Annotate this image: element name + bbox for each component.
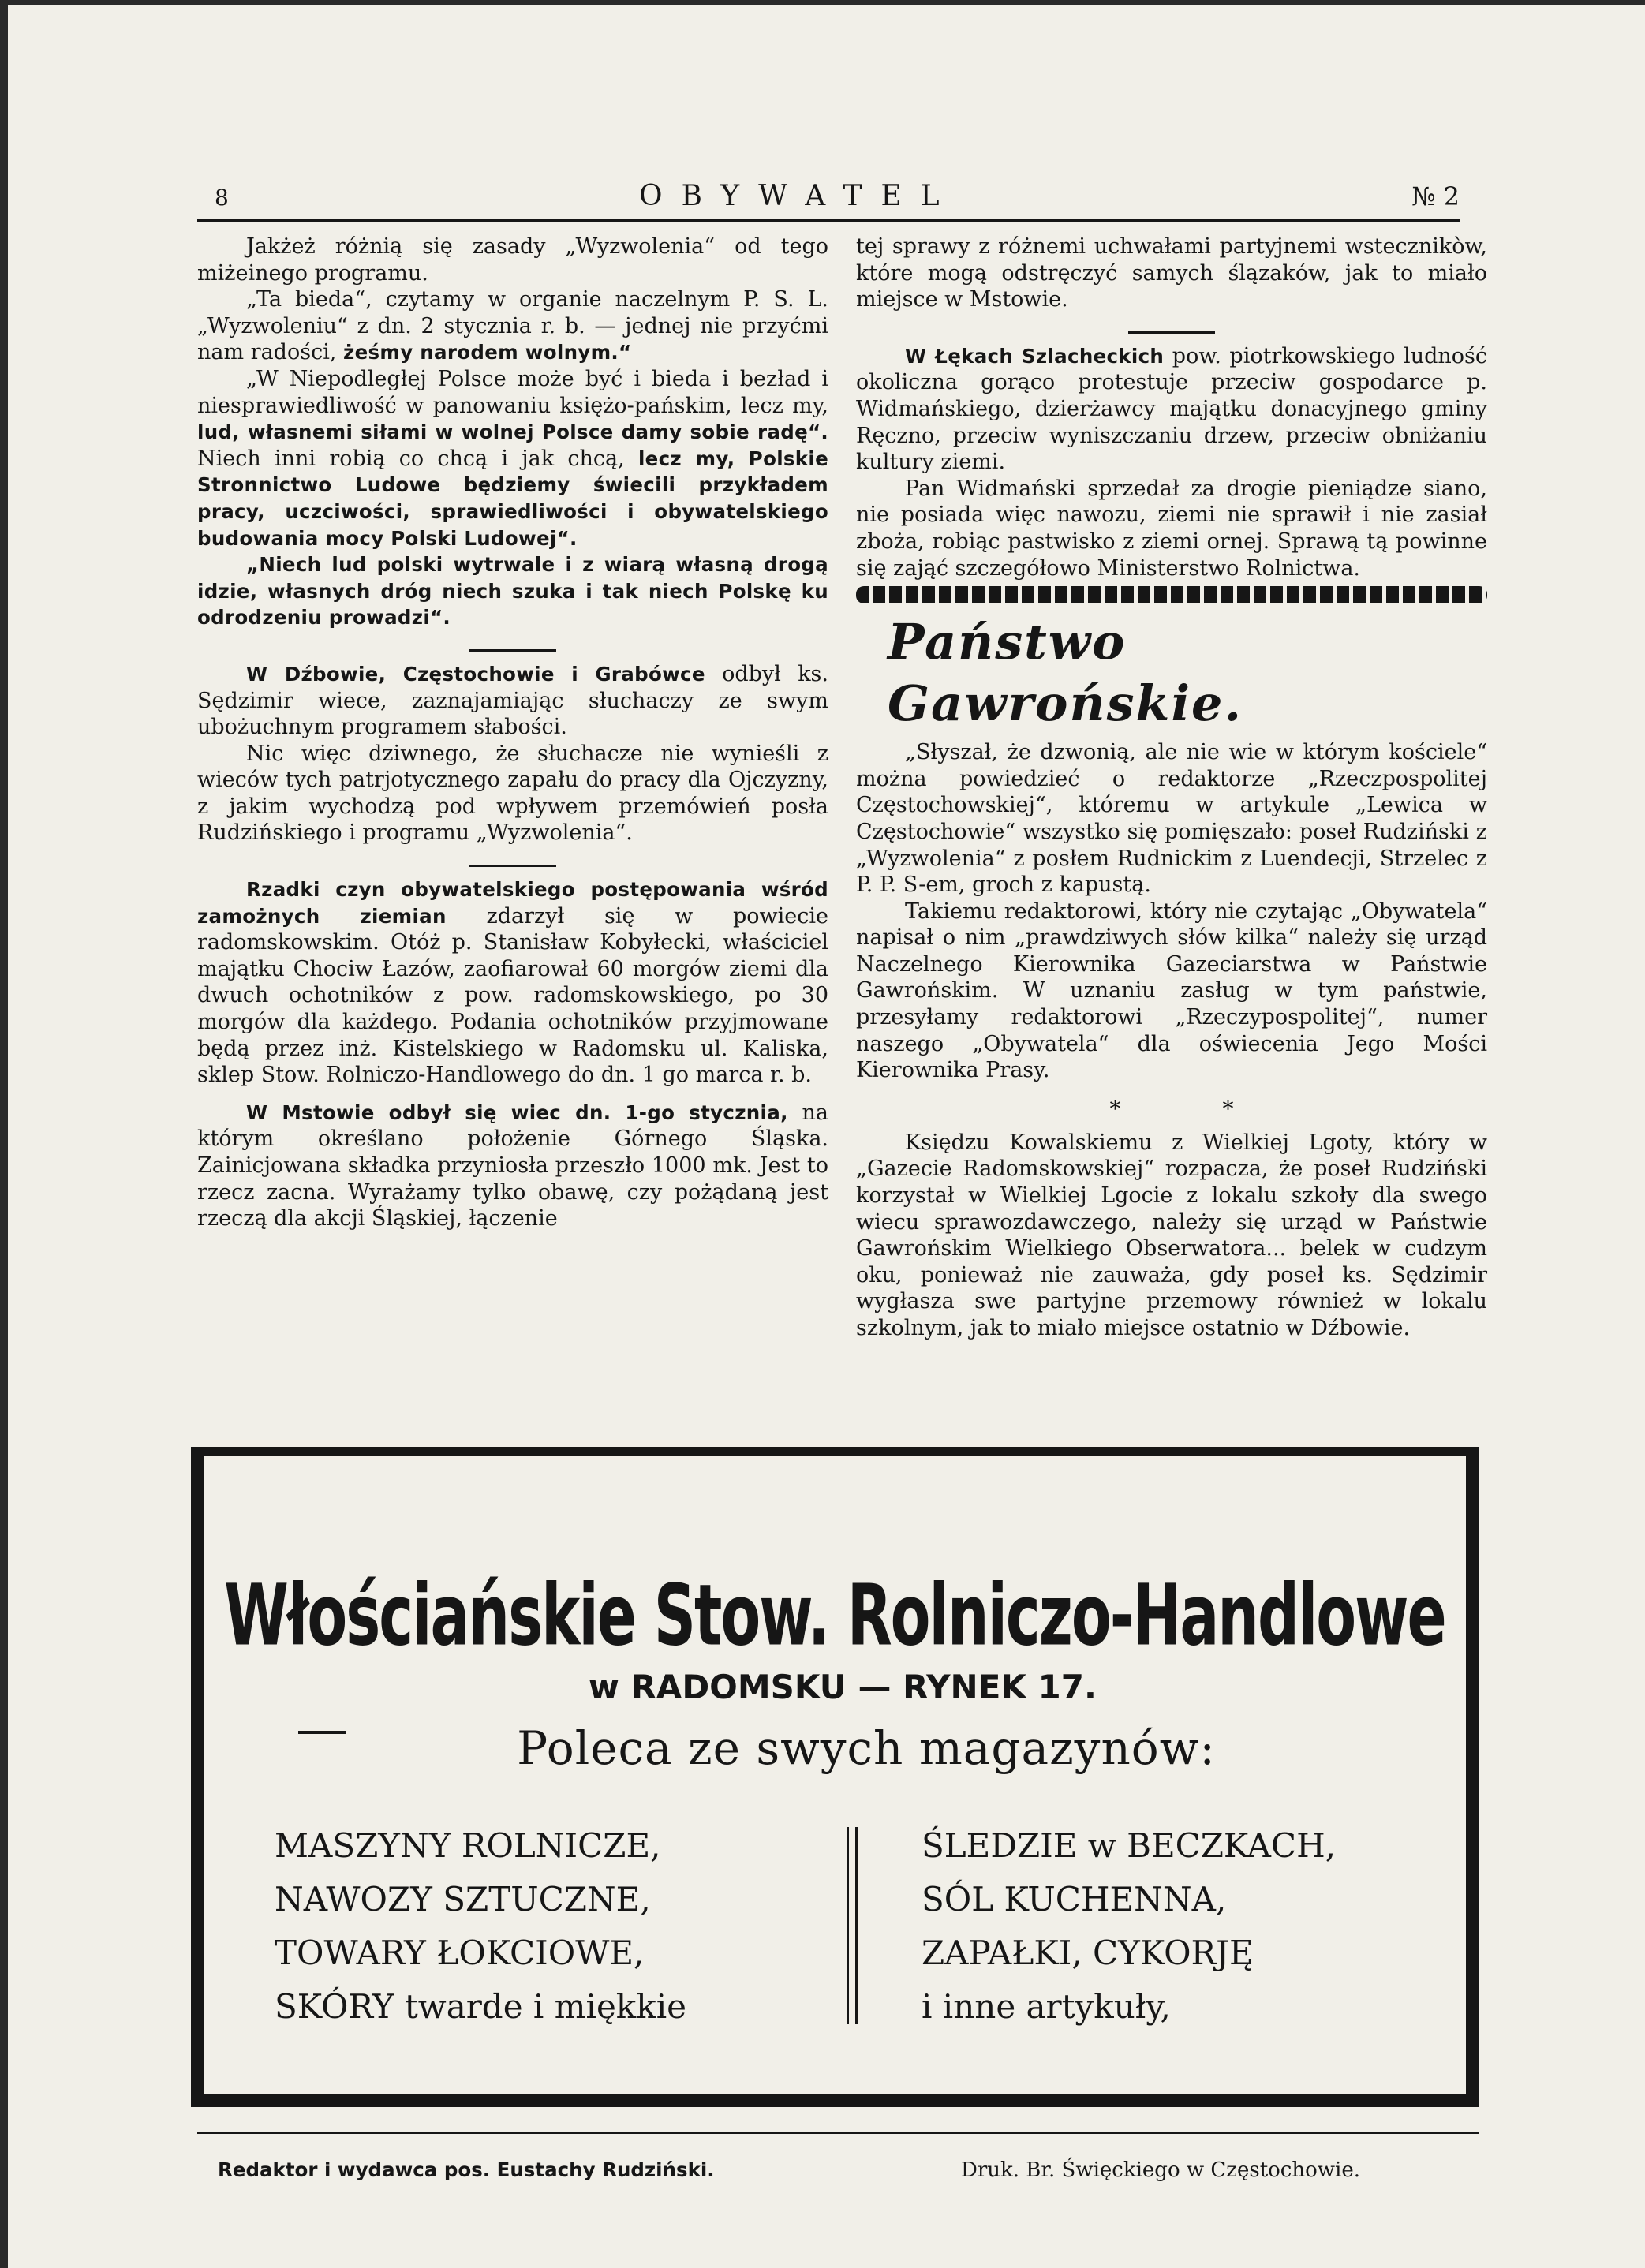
page-header [197, 172, 1460, 219]
article-paragraph: Jakżeż różnią się zasady „Wyzwolenia“ od tego miżeinego programu. [197, 234, 828, 286]
left-column [197, 234, 828, 1232]
editor-credit: Redaktor i wydawca pos. Eustachy Rudziński. [218, 2158, 715, 2181]
section-separator [856, 319, 1487, 335]
bold-phrase: W Mstowie odbył się wiec dn. 1-go stycznia, [246, 1100, 788, 1124]
article-paragraph: Pan Widmański sprzedał za drogie pieniądze siano, nie posiada więc nawozu, ziemi nie sprawił i nie zasiał zboża, robiąc pastwisko z ziemi ornej. Sprawą tą powinne się zająć szczegółowo Ministerstwo Rolnictwa. [856, 476, 1487, 581]
page-number: 8 [215, 185, 229, 211]
article-paragraph: Nic więc dziwnego, że słuchacze nie wynieśli z wieców tych patrjotycznego zapału do pracy dla Ojczyzny, z jakim wychodzą pod wpływem przemówień posła Rudzińskiego i programu „Wyzwolenia“. [197, 741, 828, 846]
ad-product-item: TOWARY ŁOKCIOWE, [275, 1934, 645, 1972]
article-paragraph: „Słyszał, że dzwonią, ale nie wie w którym kościele“ można powiedzieć o redaktorze „Rzeczpospolitej Częstochowskiej“, któremu w artykule „Lewica w Częstochowie“ wszystko się pomięszało: poseł Rudziński z „Wyzwolenia“ z posłem Rudnickim z Luendecji, Strzelec z P. P. S-em, groch z kapustą. [856, 740, 1487, 898]
ornamental-rule [856, 586, 1487, 603]
article-paragraph [197, 876, 828, 1089]
ad-product-item: SKÓRY twarde i miękkie [275, 1987, 686, 2026]
article-paragraph: tej sprawy z różnemi uchwałami partyjnemi wstecznikòw, które mogą odstręczyć samych ślązaków, jak to miało miejsce w Mstowie. [856, 234, 1487, 312]
bold-phrase: Rzadki czyn obywatelskiego postępowania wśród zamożnych ziemian [197, 878, 828, 928]
bold-phrase: lecz my, Polskie Stronnictwo Ludowe będziemy świecili przykładem pracy, uczciwości, sprawiedliwości i obywatelskiego budowania mocy Polski Ludowej“. [197, 447, 828, 550]
section-separator [197, 853, 828, 869]
bold-phrase: W Łękach Szlacheckich [905, 344, 1165, 368]
issue-number: № 2 [1411, 181, 1460, 211]
ad-product-item: MASZYNY ROLNICZE, [275, 1826, 661, 1865]
printer-credit: Druk. Br. Święckiego w Częstochowie. [961, 2158, 1360, 2182]
article-paragraph: „Niech lud polski wytrwale i z wiarą własną drogą idzie, własnych dróg niech szuka i tak niech Polskę ku odrodzeniu prowadzi“. [197, 553, 828, 630]
section-separator [197, 637, 828, 653]
article-paragraph [197, 366, 828, 551]
paragraph-text: pow. piotrkowskiego ludność okoliczna gorąco protestuje przeciw gospodarce p. Widmańskiego, dzierżawcy majątku donacyjnego gminy Ręczno, przeciw wyniszczaniu drzew, przeciw obniżaniu kultury ziemi. [856, 343, 1487, 475]
paragraph-text: „W Niepodległej Polsce może być i bieda i bezład i niesprawiedliwość w panowaniu księżo-pańskim, lecz my, [197, 366, 828, 418]
paragraph-text: „Ta bieda“, czytamy w organie naczelnym P. S. L. „Wyzwoleniu“ z dn. 2 stycznia r. b. — jednej nie przyćmi nam radości, [197, 287, 828, 365]
ad-column-divider [847, 1827, 858, 2024]
bold-phrase: lud, własnemi siłami w wolnej Polsce damy sobie radę“. [197, 420, 828, 444]
header-rule [197, 219, 1460, 222]
ad-product-item: NAWOZY SZTUCZNE, [275, 1880, 651, 1919]
article-paragraph [197, 661, 828, 741]
ad-product-item: i inne artykuły, [922, 1987, 1171, 2026]
article-paragraph [856, 343, 1487, 476]
section-title: Państwo Gawrońskie. [888, 613, 1243, 733]
right-column [856, 234, 1487, 1342]
paragraph-text: odbył ks. Sędzimir wiece, zaznajamiając słuchaczy ze swym ubożuchnym programem słabości. [197, 661, 828, 740]
advertisement-box [191, 1447, 1479, 2107]
article-paragraph [197, 286, 828, 366]
masthead: OBYWATEL [639, 180, 959, 212]
article-paragraph: Księdzu Kowalskiemu z Wielkiej Lgoty, który w „Gazecie Radomskowskiej“ rozpacza, że poseł Rudziński korzystał w Wielkiej Lgocie z lokalu szkoły dla swego wiecu sprawozdawczego, należy się urząd w Państwie Gawrońskim Wielkiego Obserwatora... belek w cudzym oku, ponieważ nie zauważa, gdy poseł ks. Sędzimir wygłasza swe partyjne przemowy również w lokalu szkolnym, jak to miało miejsce ostatnio w Dźbowie. [856, 1130, 1487, 1340]
article-paragraph: Takiemu redaktorowi, który nie czytając „Obywatela“ napisał o nim „prawdziwych słów kilka“ należy się urząd Naczelnego Kierownika Gazeciarstwa w Państwie Gawrońskim. W uznaniu zasług w tym państwie, przesyłamy redaktorowi „Rzeczypospolitej“, numer naszego „Obywatela“ dla oświecenia Jego Mości Kierownika Prasy. [856, 899, 1487, 1083]
ad-product-item: ŚLEDZIE w BECZKACH, [922, 1826, 1337, 1865]
paragraph-text: Niech inni robią co chcą i jak chcą, [197, 446, 625, 471]
paragraph-text: na którym określano położenie Górnego Śląska. Zainicjowana składka przyniosła przeszło 1000 mk. Jest to rzecz zacna. Wyrażamy tylko obawę, czy pożądaną jest rzeczą dla akcji Śląskiej, łączenie [197, 1100, 828, 1231]
ad-company-name: Włościańskie Stow. Rolniczo-Handlowe [224, 1567, 1445, 1665]
ad-product-list-right [922, 1819, 1336, 2034]
paragraph-text: zdarzył się w powiecie radomskowskim. Otóż p. Stanisław Kobyłecki, właściciel majątku Chociw Łazów, zaofiarował 60 morgów ziemi dla dwuch ochotników z pow. radomskowskiego, po 30 morgów dla każdego. Podania ochotników przyjmowane będą przez inż. Kistelskiego w Radomsku ul. Kaliska, sklep Stow. Rolniczo-Handlowego do dn. 1 go marca r. b. [197, 903, 828, 1088]
asterisk-divider: * * [1109, 1095, 1281, 1122]
bold-phrase: W Dźbowie, Częstochowie i Grabówce [246, 662, 705, 686]
ad-product-item: SÓL KUCHENNA, [922, 1880, 1227, 1919]
bold-phrase: żeśmy narodem wolnym.“ [343, 341, 632, 364]
footer-rule [197, 2132, 1479, 2134]
article-paragraph [197, 1100, 828, 1232]
ad-tagline: Poleca ze swych magazynów: [517, 1721, 1216, 1775]
ad-product-list-left [275, 1819, 686, 2034]
ad-product-item: ZAPAŁKI, CYKORJĘ [922, 1934, 1254, 1972]
ad-address: w RADOMSKU — RYNEK 17. [589, 1668, 1097, 1706]
newspaper-page [8, 5, 1645, 2268]
